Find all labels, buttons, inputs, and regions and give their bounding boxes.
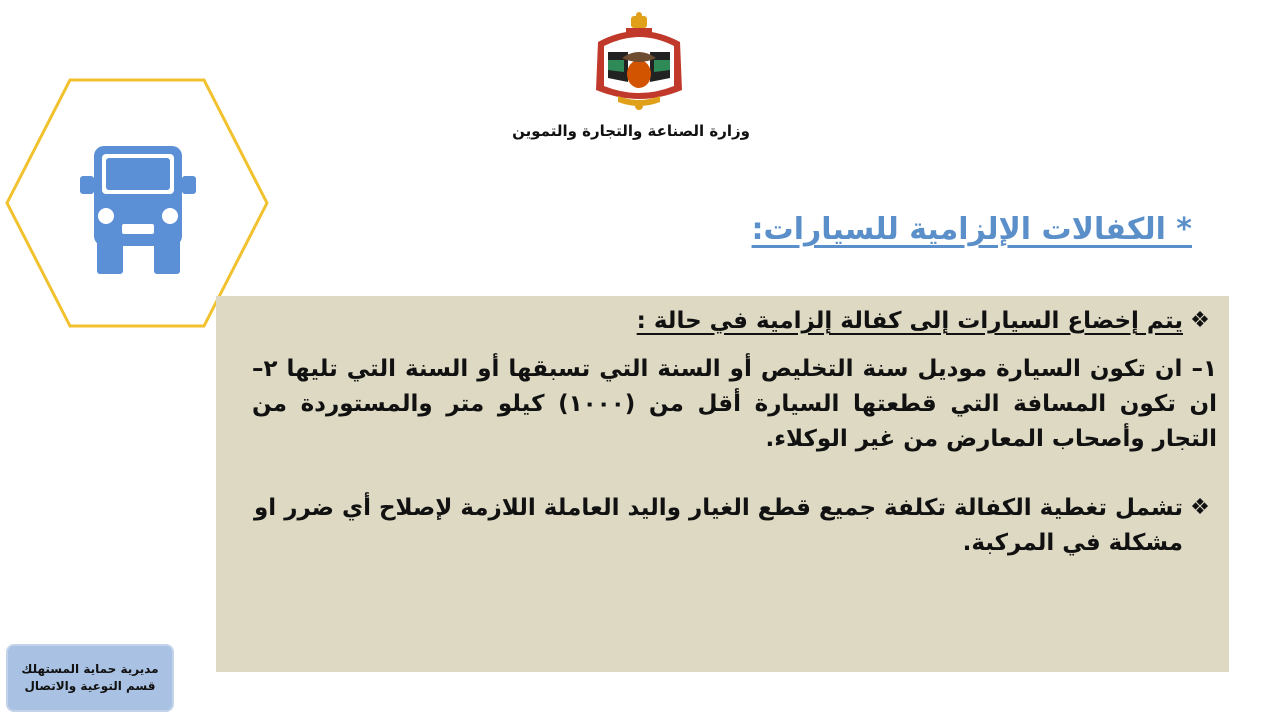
slide-title: * الكفالات الإلزامية للسيارات:: [751, 212, 1192, 247]
coverage-text: تشمل تغطية الكفالة تكلفة جميع قطع الغيار واليد العاملة اللازمة لإصلاح أي ضرر او مشكلة في المركبة.: [254, 495, 1183, 556]
bullet-heading: يتم إخضاع السيارات إلى كفالة إلزامية في حالة :: [636, 308, 1183, 334]
bullet-diamond-icon: ❖: [1190, 495, 1210, 520]
car-hexagon-badge: [4, 78, 270, 328]
department-badge: [6, 644, 174, 712]
bullet-diamond-icon: ❖: [1190, 308, 1210, 333]
bullet-heading-row: [252, 304, 1217, 338]
bullet-coverage-row: [252, 491, 1217, 561]
department-name: مديرية حماية المستهلك: [21, 662, 159, 676]
jordan-coat-of-arms: [584, 12, 694, 114]
conditions-paragraph: ١– ان تكون السيارة موديل سنة التخليص أو السنة التي تسبقها أو السنة التي تليها ٢– ان تكون المسافة التي قطعتها السيارة أقل من (١٠٠٠) كيلو متر والمستوردة من التجار وأصحاب المعارض من غير الوكلاء.: [252, 356, 1217, 452]
content-panel: [216, 296, 1229, 672]
ministry-name: وزارة الصناعة والتجارة والتموين: [512, 122, 750, 140]
section-name: قسم التوعية والاتصال: [24, 679, 156, 693]
